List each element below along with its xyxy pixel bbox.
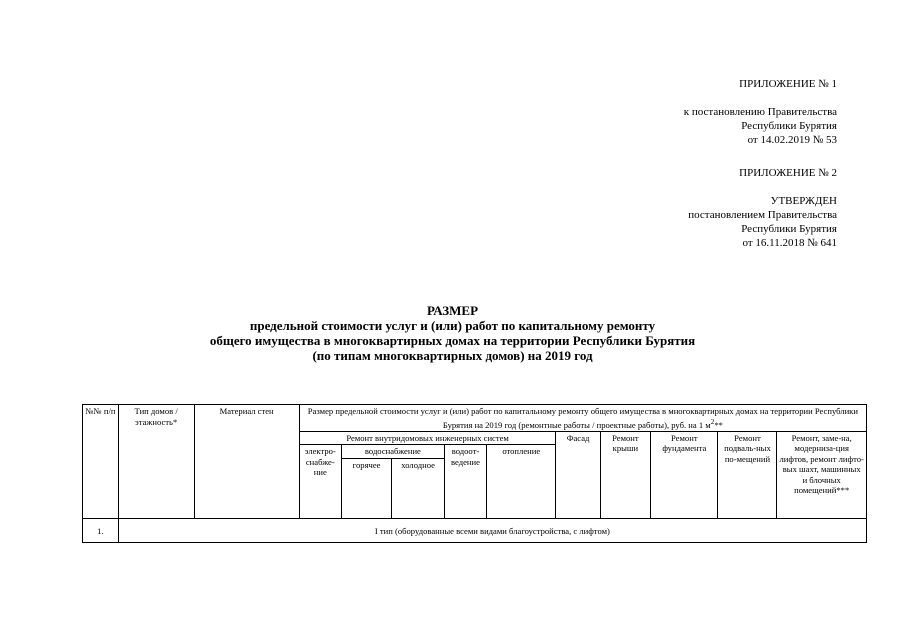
appendix-2-block [688,166,837,250]
appendix-2-title: ПРИЛОЖЕНИЕ № 2 [739,167,837,179]
col-cost-text: Размер предельной стоимости услуг и (или) работ по капитальному ремонту общего имущества в многоквартирных домах на территории Республики Бурятия на 2019 год (ремонтные работы / проектные работы), руб. на 1 м [307,406,858,430]
internal-systems-header: Ремонт внутридомовых инженерных систем [299,431,556,445]
heading-line3: общего имущества в многоквартирных домах на территории Республики Бурятия [209,333,696,348]
col-material-header: Материал стен [194,405,299,519]
appendix-1-line3: от 14.02.2019 № 53 [747,134,837,146]
appendix-1-line2: Республики Бурятия [741,120,837,132]
col-num-header: №№ п/п [83,405,119,519]
table-row [83,519,867,543]
water-supply-header: водоснабжение [341,445,444,459]
cold-water-header: холодное [392,459,445,519]
roof-header: Ремонт крыши [600,431,651,519]
hot-water-header: горячее [341,459,392,519]
heading-line4: (по типам многоквартирных домов) на 2019 год [312,348,593,363]
appendix-2-line2: Республики Бурятия [741,223,837,235]
row-1-type: I тип (оборудованные всеми видами благоустройства, с лифтом) [118,519,866,543]
col-cost-sup: 2 [710,417,715,426]
basement-header: Ремонт подваль-ных по-мещений [718,431,777,519]
lifts-header: Ремонт, заме-на, модерниза-ция лифтов, ремонт лифто-вых шахт, машинных и блочных помещений*** [777,431,867,519]
heating-header: отопление [487,445,556,519]
col-cost-header [299,405,866,432]
appendix-1-line1: к постановлению Правительства [683,106,837,118]
electric-header: электро-снабже-ние [299,445,341,519]
approved-label: УТВЕРЖДЕН [770,195,837,207]
facade-header: Фасад [556,431,600,519]
cost-table [82,404,867,543]
foundation-header: Ремонт фундамента [651,431,718,519]
col-type-header: Тип домов / этажность* [118,405,194,519]
appendix-2-line3: от 16.11.2018 № 641 [742,237,837,249]
document-heading [0,303,905,363]
heading-line2: предельной стоимости услуг и (или) работ по капитальному ремонту [249,318,656,333]
appendix-2-line1: постановлением Правительства [688,209,837,221]
header-row-1 [83,405,867,432]
heading-line1: РАЗМЕР [426,303,479,318]
appendix-1-block [684,77,837,147]
col-cost-stars: ** [714,419,723,430]
drainage-header: водоот-ведение [444,445,486,519]
row-1-num: 1. [83,519,119,543]
appendix-1-title: ПРИЛОЖЕНИЕ № 1 [739,78,837,90]
